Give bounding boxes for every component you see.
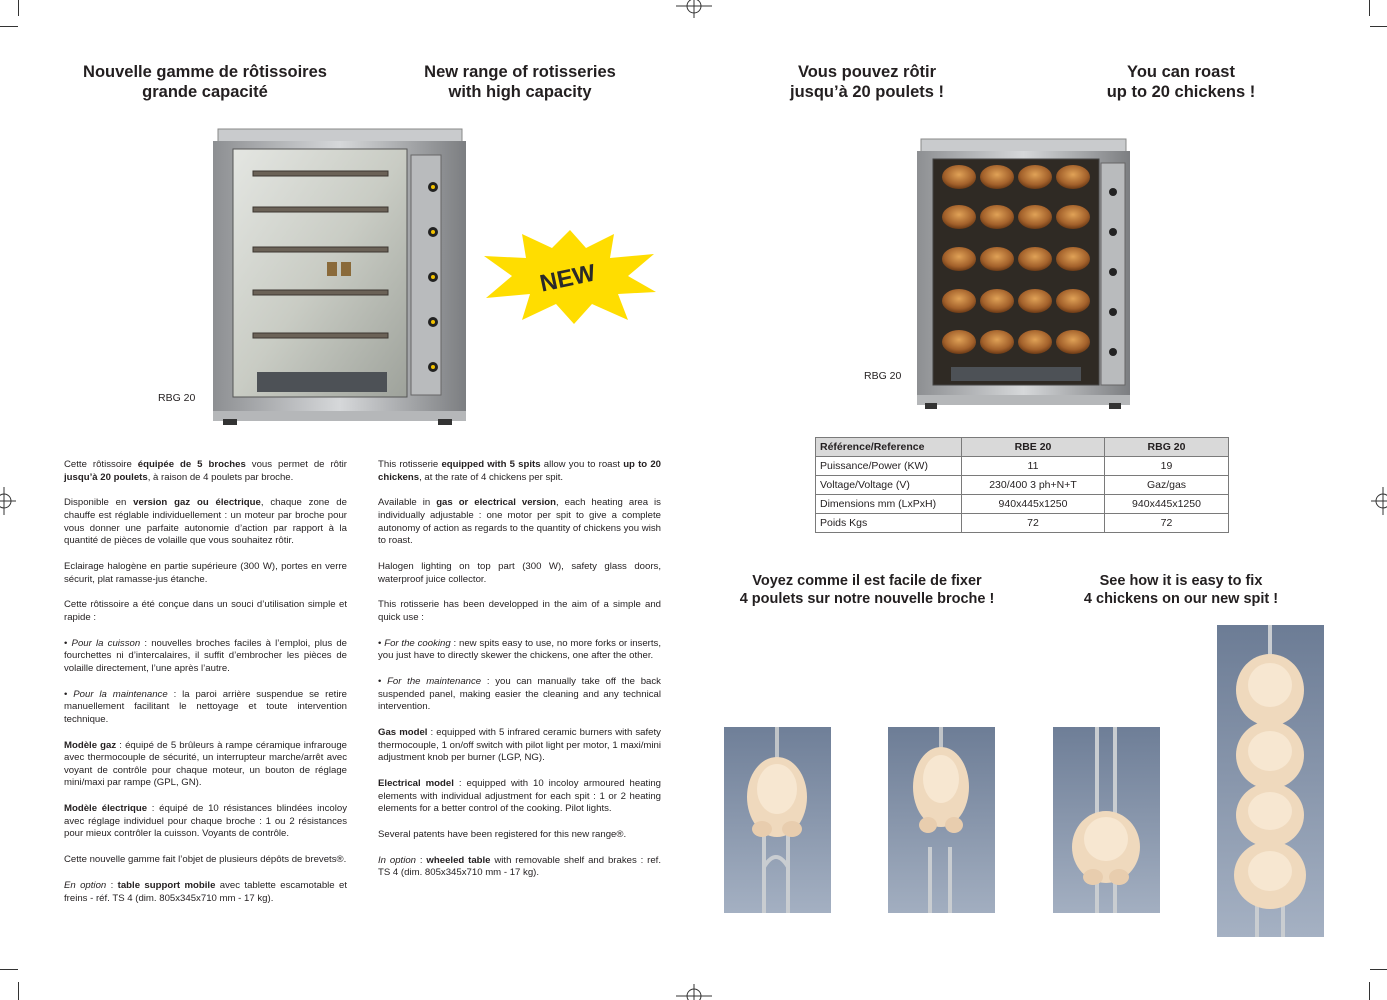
heading-en-right: You can roast up to 20 chickens ! [1106,63,1256,101]
heading-fr-right: Vous pouvez rôtir jusqu’à 20 poulets ! [789,63,945,101]
crop-mark [1369,0,1370,16]
crop-mark [1370,26,1387,27]
en-paragraph-6: • For the maintenance : you can manually take off the back suspended panel, making easier the cleaning and any technical intervention. [378,676,661,713]
en-paragraph-5: • For the cooking : new spits easy to use, no more forks or inserts, you just have to directly skewer the chickens, one after the other. [378,637,661,662]
fr-paragraph-1: Cette rôtissoire équipée de 5 broches vous permet de rôtir jusqu’à 20 poulets, à raison de 4 poulets par broche. [64,459,347,483]
registration-mark-left [0,487,16,515]
english-description [378,459,661,893]
crop-mark [0,26,18,27]
subheading-fr: Voyez comme il est facile de fixer 4 poulets sur notre nouvelle broche ! [739,573,995,607]
registration-mark-right [1371,487,1387,515]
spec-table-row: Voltage/Voltage (V) 230/400 3 ph+N+T Gaz/gas [816,476,1229,495]
en-paragraph-3: Halogen lighting on top part (300 W), safety glass doors, waterproof juice collector. [378,560,661,585]
fr-paragraph-3: Eclairage halogène en partie supérieure (300 W), portes en verre sécurit, plat ramasse-jus étanche. [64,560,347,585]
registration-mark-bottom [676,984,712,1000]
new-badge [482,228,658,324]
registration-mark-top [676,0,712,18]
crop-mark [18,0,19,16]
fr-paragraph-7: Modèle gaz : équipé de 5 brûleurs à rampe céramique infrarouge avec thermocouple de sécurité, un interrupteur marche/arrêt avec voyant de contrôle pour chaque moteur, un bouton de réglage mini/maxi par rampe (GPL, GN). [64,739,347,789]
fr-paragraph-10: En option : table support mobile avec tablette escamotable et freins - réf. TS 4 (dim. 805x345x710 mm - 17 kg). [64,879,347,904]
en-paragraph-2: Available in gas or electrical version, each heating area is individually adjustable : one motor per spit to give a complete autonomy of action as regards to the quantity of chickens you wish to roast. [378,497,661,547]
spit-photo-1 [724,727,831,913]
model-caption-left: RBG 20 [158,392,196,404]
new-badge-text: NEW [537,259,598,298]
rotisserie-with-chickens-image [917,137,1130,410]
en-paragraph-8: Electrical model : equipped with 10 incoloy armoured heating elements with individual adjustment for each spit : 1 or 2 heating elements for a better control of the cooking. Pilot lights. [378,778,661,815]
spit-photo-3 [1053,727,1160,913]
fr-paragraph-8: Modèle électrique : équipé de 10 résistances blindées incoloy avec réglage individuel pour chaque broche : 1 ou 2 résistances pour mieux contrôler la cuisson. Voyants de contrôle. [64,803,347,840]
en-paragraph-9: Several patents have been registered for this new range®. [378,828,627,840]
fr-paragraph-6: • Pour la maintenance : la paroi arrière suspendue se retire manuellement facilitant le nettoyage et toute intervention technique. [64,688,347,725]
fr-paragraph-5: • Pour la cuisson : nouvelles broches faciles à l’emploi, plus de fourchettes ni d’intercalaires, il suffit d’embrocher les pièces de volaille directement, l’une après l’autre. [64,637,347,674]
spec-table-row: Dimensions mm (LxPxH) 940x445x1250 940x445x1250 [816,495,1229,514]
fr-paragraph-2: Disponible en version gaz ou électrique, chaque zone de chauffe est réglable individuellement : un moteur par broche pour vous donner une parfaite autonomie d’action par rapport à la quantité de pièces de volaille que vous souhaitez rôtir. [64,497,347,547]
spit-photo-2 [888,727,995,913]
crop-mark [1370,969,1387,970]
en-paragraph-10: In option : wheeled table with removable shelf and brakes : ref. TS 4 (dim. 805x345x710 mm - 17 kg). [378,854,661,879]
crop-mark [18,982,19,1000]
subheading-en: See how it is easy to fix 4 chickens on our new spit ! [1083,573,1279,607]
fr-paragraph-4: Cette rôtissoire a été conçue dans un souci d’utilisation simple et rapide : [64,599,347,623]
french-description [64,459,347,918]
spit-photo-4 [1217,625,1324,937]
spec-table-header: Référence/Reference RBE 20 RBG 20 [816,438,1229,457]
spec-table [815,437,1229,533]
crop-mark [1369,982,1370,1000]
spec-table-row: Puissance/Power (KW) 11 19 [816,457,1229,476]
crop-mark [0,969,18,970]
fr-paragraph-9: Cette nouvelle gamme fait l’objet de plusieurs dépôts de brevets®. [64,854,347,866]
en-paragraph-1: This rotisserie equipped with 5 spits allow you to roast up to 20 chickens, at the rate of 4 chickens per spit. [378,459,662,483]
en-paragraph-4: This rotisserie has been developped in the aim of a simple and quick use : [378,599,661,623]
rotisserie-empty-image [213,127,466,427]
model-caption-right: RBG 20 [864,370,902,382]
heading-en-left: New range of rotisseries with high capacity [424,63,616,101]
heading-fr-left: Nouvelle gamme de rôtissoires grande capacité [83,63,327,101]
en-paragraph-7: Gas model : equipped with 5 infrared ceramic burners with safety thermocouple, 1 on/off switch with pilot light per motor, 1 maxi/mini adjustment knob per burner (LGP, NG). [378,727,661,764]
spec-table-row: Poids Kgs 72 72 [816,514,1229,533]
